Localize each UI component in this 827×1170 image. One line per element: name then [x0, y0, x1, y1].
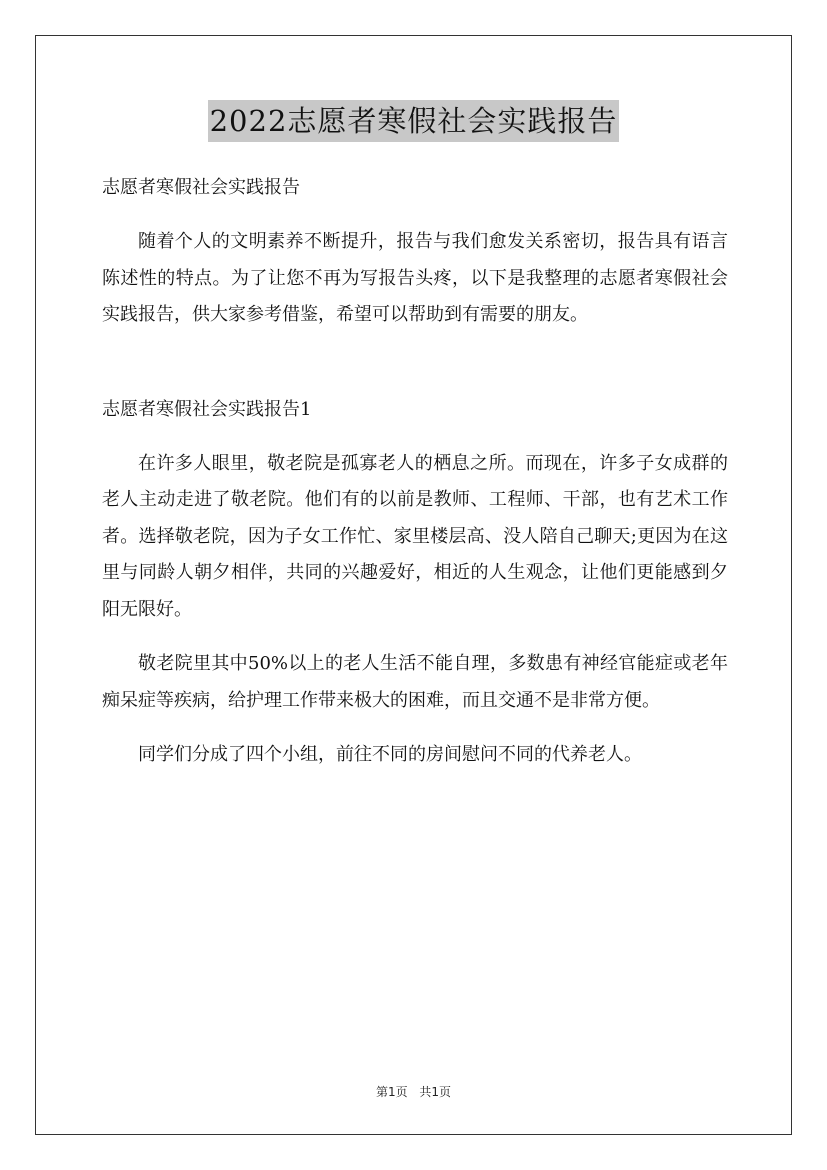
section1-paragraph-1: 在许多人眼里，敬老院是孤寡老人的栖息之所。而现在，许多子女成群的老人主动走进了敬老院。他们有的以前是教师、工程师、干部，也有艺术工作者。选择敬老院，因为子女工作忙、家里楼层高、没人陪自己聊天;更因为在这里与同龄人朝夕相伴，共同的兴趣爱好，相近的人生观念，让他们更能感到夕阳无限好。 — [102, 452, 728, 620]
document-subtitle: 志愿者寒假社会实践报告 — [102, 177, 300, 198]
document-title: 2022志愿者寒假社会实践报告 — [208, 100, 620, 142]
page-footer — [0, 1083, 827, 1100]
section1-paragraph-2: 敬老院里其中50%以上的老人生活不能自理，多数患有神经官能症或老年痴呆症等疾病，给护理工作带来极大的困难，而且交通不是非常方便。 — [102, 653, 728, 711]
page-number: 第1页 — [375, 1085, 408, 1099]
section1-heading: 志愿者寒假社会实践报告1 — [102, 398, 312, 420]
section1-paragraph-3: 同学们分成了四个小组，前往不同的房间慰问不同的代养老人。 — [138, 744, 642, 765]
intro-paragraph: 随着个人的文明素养不断提升，报告与我们愈发关系密切，报告具有语言陈述性的特点。为了让您不再为写报告头疼，以下是我整理的志愿者寒假社会实践报告，供大家参考借鉴，希望可以帮助到有需要的朋友。 — [102, 231, 728, 325]
title-wrap — [0, 100, 827, 142]
page-total: 共1页 — [419, 1085, 452, 1099]
document-body — [102, 170, 728, 774]
